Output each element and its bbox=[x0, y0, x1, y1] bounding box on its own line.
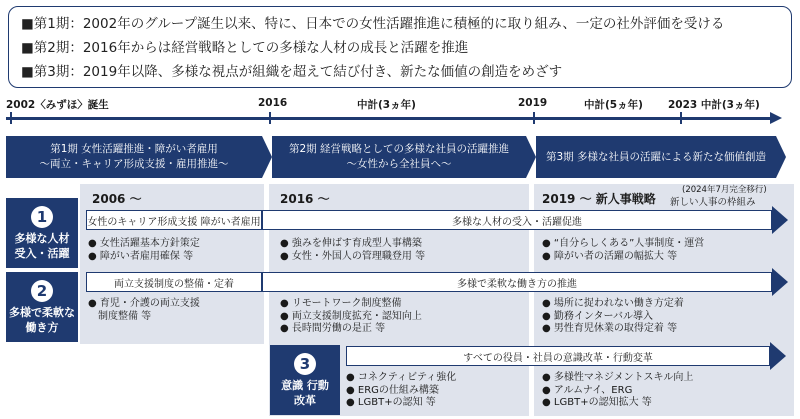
bullets-theme3-2019 bbox=[542, 372, 693, 410]
bullets-theme2-2019 bbox=[542, 298, 684, 336]
theme-3-label-line2: 改革 bbox=[294, 393, 316, 407]
column-2019-note2: 新しい人事の枠組み bbox=[670, 197, 756, 208]
bullet-item: ● 女性・外国人の管理職登用 等 bbox=[280, 250, 426, 262]
timeline-label-2002: 2002〈みずほ〉誕生 bbox=[6, 99, 109, 111]
bullet-item: ● 両立支援制度拡充・認知向上 bbox=[280, 310, 422, 322]
theme-1-number: 1 bbox=[31, 206, 53, 228]
bullets-theme1-2006 bbox=[88, 238, 200, 263]
phase-banner-2 bbox=[272, 136, 526, 178]
bullets-theme3-2016 bbox=[346, 372, 456, 410]
theme-1-label-line2: 受入・活躍 bbox=[14, 246, 70, 260]
bullets-theme2-2016 bbox=[280, 298, 422, 336]
phase-3-title: 第3期 多様な社員の活躍による新たな価値創造 bbox=[545, 150, 767, 163]
theme-2-box bbox=[6, 272, 78, 342]
arrow-3: すべての役員・社員の意識改革・行動変革 bbox=[346, 346, 770, 366]
timeline-arrowhead bbox=[770, 112, 782, 124]
theme-3-number: 3 bbox=[294, 353, 316, 375]
phase-banner-3-tip bbox=[776, 136, 786, 178]
bullet-item: ● アルムナイ、ERG bbox=[542, 384, 633, 396]
phase-banner-1-tip bbox=[262, 136, 272, 178]
theme-1-label-line1: 多様な人材 bbox=[14, 231, 70, 245]
summary-phase1: ■第1期：2002年のグループ誕生以来、特に、日本での女性活躍推進に積極的に取り組み、一定の社外評価を受ける bbox=[21, 16, 725, 32]
theme-2-number: 2 bbox=[31, 280, 53, 302]
phase-1-title: 第1期 女性活躍推進・障がい者雇用 bbox=[50, 143, 218, 155]
summary-phase2: ■第2期：2016年からは経営戦略としての多様な人材の成長と活躍を推進 bbox=[21, 40, 469, 56]
bullet-item: ● 障がい者の活躍の幅拡大 等 bbox=[542, 250, 678, 262]
timeline-tick-2019 bbox=[533, 112, 535, 124]
phase-banner-3 bbox=[536, 136, 776, 178]
arrow-1-tip bbox=[772, 206, 788, 234]
bullets-theme1-2019 bbox=[542, 238, 704, 263]
arrow-1-left: 女性のキャリア形成支援 障がい者雇用 bbox=[86, 210, 262, 230]
bullet-item: ● LGBT+の認知 等 bbox=[346, 397, 436, 408]
bullet-item: ● 男性育児休業の取得定着 等 bbox=[542, 323, 678, 334]
column-2016-header: 2016 ～ bbox=[280, 192, 330, 206]
theme-1-box bbox=[6, 198, 78, 268]
phase-2-subtitle: ～女性から全社員へ～ bbox=[346, 158, 452, 170]
bullets-theme1-2016 bbox=[280, 238, 425, 263]
timeline-tick-2016 bbox=[269, 112, 271, 124]
phase-1-subtitle: ～両立・キャリア形成支援・雇用推進～ bbox=[39, 158, 229, 170]
theme-3-box bbox=[270, 345, 340, 415]
timeline-tick-2002 bbox=[10, 112, 12, 124]
bullet-item: ● 場所に捉われない働き方定着 bbox=[542, 298, 684, 309]
timeline-axis bbox=[6, 117, 772, 120]
timeline-label-2023: 2023 中計(3ヵ年) bbox=[668, 99, 760, 111]
bullet-item: ● “自分らしくある”人事制度・運営 bbox=[542, 238, 705, 249]
timeline-label-2016-plan: 中計(3ヵ年) bbox=[357, 99, 416, 111]
bullets-theme2-2006 bbox=[88, 298, 200, 323]
bullet-item: ● 女性活躍基本方針策定 bbox=[88, 238, 200, 249]
phase-banner-1 bbox=[6, 136, 262, 178]
bullet-item: ● ERGの仕組み構築 bbox=[346, 384, 439, 396]
arrow-1-right: 多様な人材の受入・活躍促進 bbox=[262, 210, 772, 230]
column-2019-header: 2019 ～ 新人事戦略 bbox=[542, 192, 656, 206]
theme-2-label-line2: 働き方 bbox=[25, 320, 59, 334]
bullet-item: 制度整備 等 bbox=[98, 310, 152, 322]
phase-2-title: 第2期 経営戦略としての多様な社員の活躍推進 bbox=[288, 143, 510, 155]
bullet-item: ● 勤務インターバル導入 bbox=[542, 310, 654, 322]
theme-3-label-line1: 意識 行動 bbox=[281, 378, 329, 392]
bullet-item: ● リモートワーク制度整備 bbox=[280, 298, 402, 309]
bullet-item: ● 育児・介護の両立支援 bbox=[88, 298, 200, 309]
bullet-item: ● 強みを伸ばす育成型人事構築 bbox=[280, 238, 422, 249]
arrow-2-tip bbox=[772, 268, 788, 296]
bullet-item: ● 長時間労働の是正 等 bbox=[280, 323, 386, 334]
arrow-2-left: 両立支援制度の整備・定着 bbox=[86, 272, 262, 292]
arrow-3-tip bbox=[770, 342, 786, 370]
timeline-tick-2023 bbox=[680, 112, 682, 124]
phase-banner-2-tip bbox=[526, 136, 536, 178]
bullet-item: ● 障がい者雇用確保 等 bbox=[88, 250, 194, 262]
timeline-label-2019: 2019 bbox=[518, 97, 548, 109]
summary-phase3: ■第3期：2019年以降、多様な視点が組織を超えて結び付き、新たな価値の創造をめざす bbox=[21, 64, 563, 80]
timeline-label-2019-plan: 中計(5ヵ年) bbox=[584, 99, 643, 111]
bullet-item: ● コネクティビティ強化 bbox=[346, 372, 457, 383]
arrow-2-right: 多様で柔軟な働き方の推進 bbox=[262, 272, 772, 292]
bullet-item: ● LGBT+の認知拡大 等 bbox=[542, 397, 652, 408]
bullet-item: ● 多様性マネジメントスキル向上 bbox=[542, 372, 694, 383]
column-2019-note: (2024年7月完全移行) bbox=[682, 185, 767, 195]
summary-box bbox=[8, 6, 792, 88]
column-2006-header: 2006 ～ bbox=[92, 192, 142, 206]
theme-2-label-line1: 多様で柔軟な bbox=[9, 305, 75, 319]
timeline-label-2016: 2016 bbox=[258, 97, 288, 109]
